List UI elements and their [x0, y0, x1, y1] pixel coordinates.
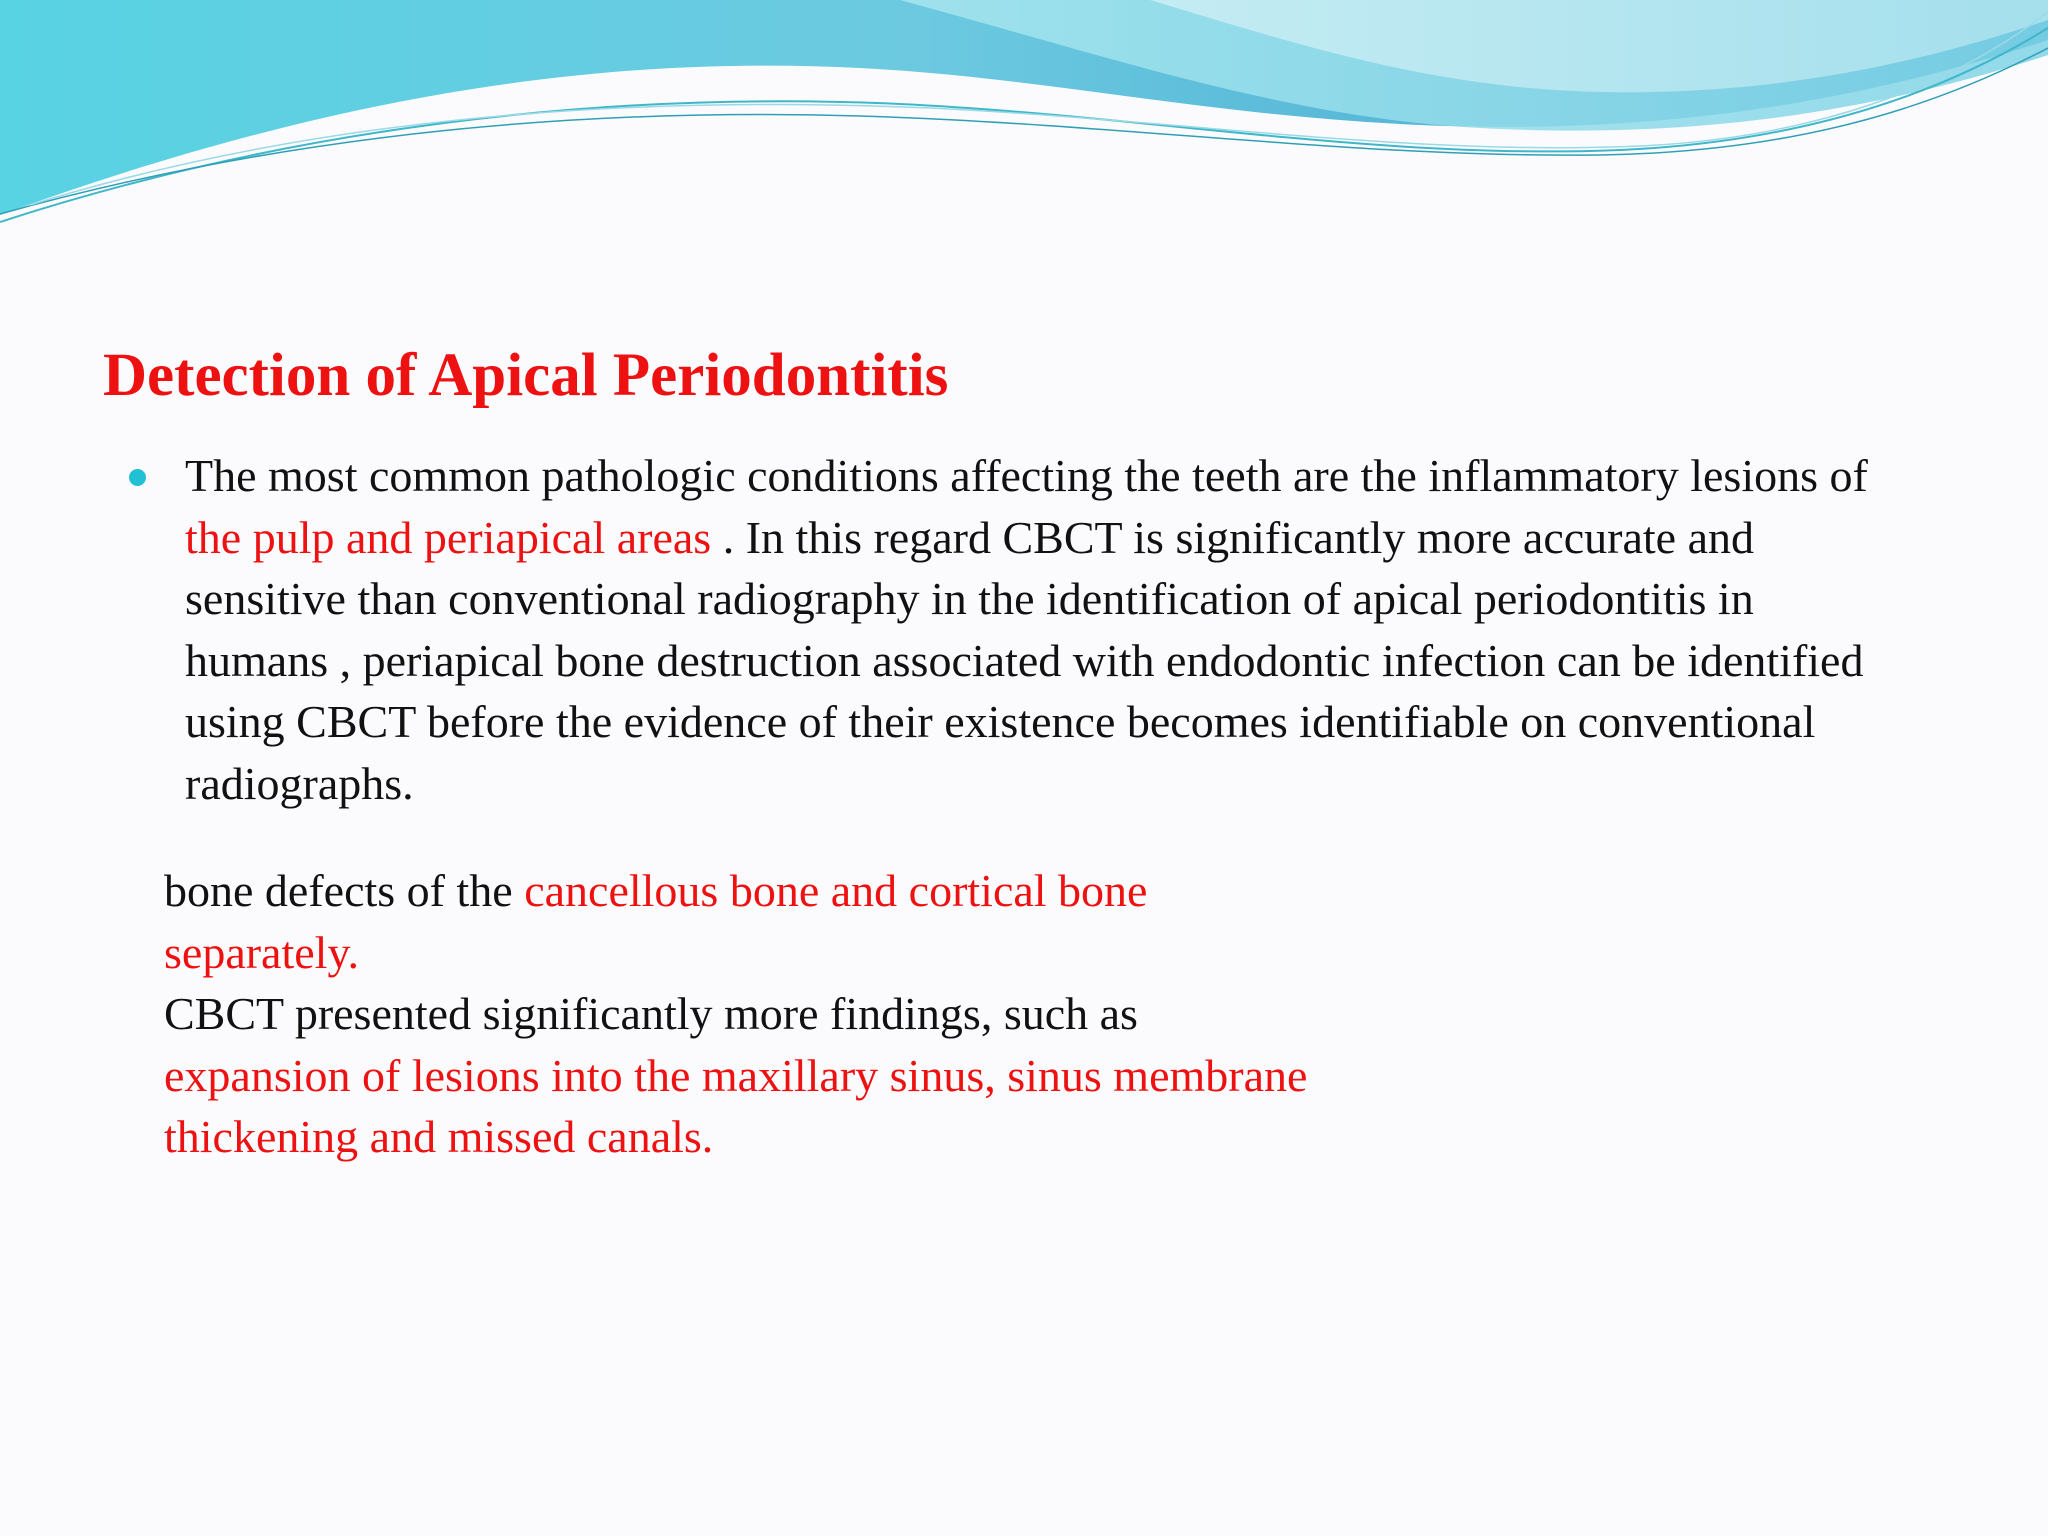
bullet-paragraph — [185, 445, 1905, 814]
findings-highlight-1: cancellous bone and cortical bone separately. — [164, 865, 1148, 978]
bullet-text-part-2: . In this regard CBCT is significantly more accurate and sensitive than conventional radiography in the identification of apical periodontitis in humans , periapical bone destruction associated with endodontic infection can be identified using CBCT before the evidence of their existence becomes identifiable on conventional radiographs. — [185, 511, 1864, 809]
bullet-text-part-1: The most common pathologic conditions affecting the teeth are the inflammatory lesions of — [185, 450, 1868, 501]
findings-text-part-2: CBCT presented significantly more findings, such as — [164, 988, 1138, 1039]
decorative-wave-banner — [0, 0, 2048, 240]
findings-highlight-2: expansion of lesions into the maxillary sinus, sinus membrane thickening and missed canals. — [164, 1049, 1308, 1162]
findings-paragraph — [164, 860, 1324, 1168]
bullet-icon — [129, 469, 146, 486]
bullet-highlight: the pulp and periapical areas — [185, 511, 712, 563]
findings-text-part-1: bone defects of the — [164, 865, 525, 916]
slide-title: Detection of Apical Periodontitis — [103, 342, 949, 409]
